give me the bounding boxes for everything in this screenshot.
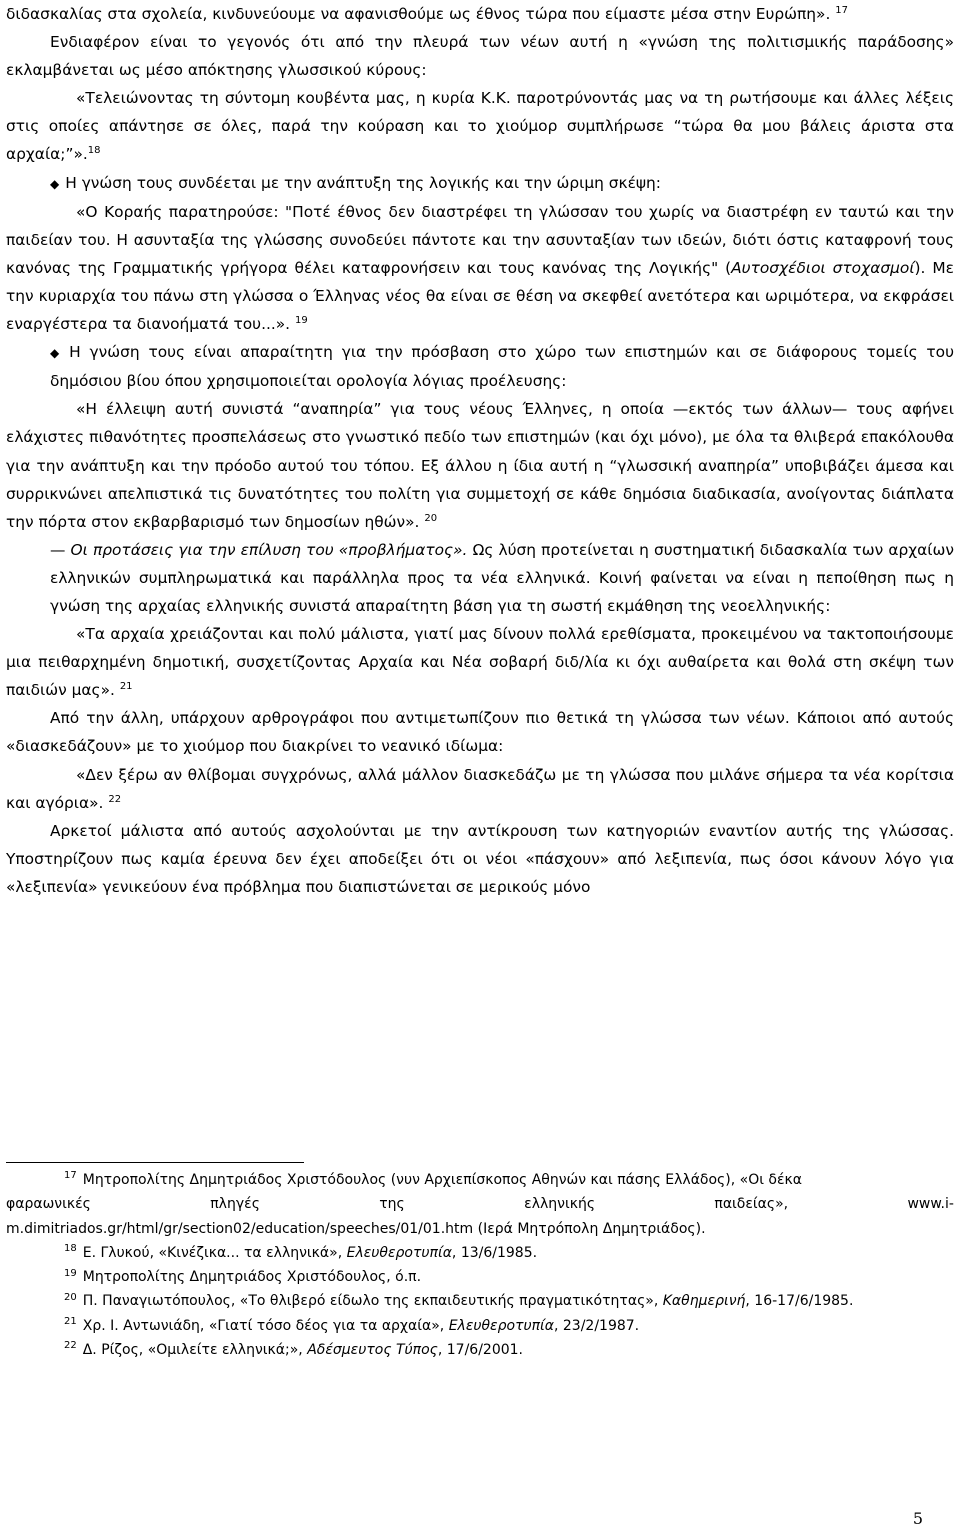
quote-text: «Δεν ξέρω αν θλίβομαι συγχρόνως, αλλά μάλλον διασκεδάζω με τη γλώσσα που μιλάνε σήμερα τα νέα κορίτσια και αγόρια». <box>6 765 954 812</box>
paragraph-text: διδασκαλίας στα σχολεία, κινδυνεύουμε να αφανισθούμε ως έθνος τώρα που είμαστε μέσα στην Ευρώπη». <box>6 5 831 23</box>
footnote-number: 17 <box>64 1170 77 1182</box>
bullet-logic <box>6 169 954 198</box>
footnote-19 <box>6 1265 954 1289</box>
footnote-18 <box>6 1241 954 1265</box>
paragraph-text: Ενδιαφέρον είναι το γεγονός ότι από την πλευρά των νέων αυτή η «γνώση της πολιτισμικής παράδοσης» εκλαμβάνεται ως μέσο απόκτησης γλωσσικού κύρους: <box>6 33 954 80</box>
footnote-ref: 17 <box>835 4 848 16</box>
quote-amused <box>6 761 954 817</box>
footnote-text: Π. Παναγιωτόπουλος, «Το θλιβερό είδωλο της εκπαιδευτικής πραγματικότητας», <box>82 1293 663 1310</box>
footnote-text: Ε. Γλυκού, «Κινέζικα... τα ελληνικά», <box>82 1244 347 1261</box>
quote-text: ). Με την κυριαρχία του πάνω στη γλώσσα ο Έλληνας νέος θα είναι σε θέση να σκεφθεί ανετότερα και ωριμότερα, να εκφράσει εναργέστερα τα διανοήματά του...». <box>6 258 954 334</box>
footnote-italic: Καθημερινή <box>662 1293 746 1310</box>
paragraph-text: Ως λύση προτείνεται η συστηματική διδασκαλία των αρχαίων ελληνικών συμπληρωματικά και παράλληλα προς τα νέα ελληνικά. Κοινή φαίνεται να είναι η πεποίθηση πως η γνώση της αρχαίας ελληνικής συνιστά απαραίτητη βάση για τη σωστή εκμάθηση της νεοελληνικής: <box>50 540 955 615</box>
paragraph-text: Από την άλλη, υπάρχουν αρθρογράφοι που αντιμετωπίζουν πιο θετικά τη γλώσσα των νέων. Κάποιοι από αυτούς «διασκεδάζουν» με το χιούμορ που διακρίνει το νεανικό ιδίωμα: <box>6 709 954 756</box>
footnote-21 <box>6 1314 954 1338</box>
quote-text: «Τα αρχαία χρειάζονται και πολύ μάλιστα, γιατί μας δίνουν πολλά ερεθίσματα, προκειμένου να τακτοποιήσουμε μια πειθαρχημένη δημοτική, συσχετίζοντας Αρχαία και Νέα σοβαρή διδ/λία κι όχι αυθαίρετα και θολά στη σκέψη των παιδιών μας». <box>6 625 954 700</box>
footnote-ref: 22 <box>108 793 122 805</box>
footnote-22 <box>6 1338 954 1362</box>
footnote-word: της <box>379 1196 405 1213</box>
footnote-number: 21 <box>64 1316 77 1328</box>
footnote-text: Μητροπολίτης Δημητριάδος Χριστόδουλος, ό.π. <box>82 1269 422 1286</box>
paragraph-other-side <box>6 704 954 760</box>
section-proposals <box>6 536 954 620</box>
footnote-number: 20 <box>64 1291 77 1303</box>
paragraph-continuation <box>6 0 954 28</box>
document-page <box>6 0 955 1359</box>
bullet-text: Η γνώση τους συνδέεται με την ανάπτυξη της λογικής και την ώριμη σκέψη: <box>65 173 661 192</box>
footnote-separator <box>6 1162 304 1163</box>
page-number: 5 <box>912 1509 923 1528</box>
footnote-20 <box>6 1289 954 1313</box>
quote-text: «Η έλλειψη αυτή συνιστά “αναπηρία” για τους νέους Έλληνες, η οποία —εκτός των άλλων— τους αφήνει ελάχιστες πιθανότητες προσπελάσεως στο γνωστικό πεδίο των επιστημών (και όχι μόνο), με όλα τα θλιβερά επακόλουθα για την ανάπτυξη και την πρόοδο αυτού του τόπου. Εξ άλλου η ίδια αυτή η “γλωσσική αναπηρία” υποβιβάζει άμεσα και συρρικνώνει απελπιστικά τις δυνατότητες του πολίτη για συμμετοχή σε κάθε δημόσια διαδικασία, ανοίγοντας διάπλατα την πόρτα στον εκβαρβαρισμό των δημοσίων ηθών». <box>6 400 954 531</box>
diamond-bullet-icon: ◆ <box>50 346 64 361</box>
footnote-text: Μητροπολίτης Δημητριάδος Χριστόδουλος (νυν Αρχιεπίσκοπος Αθηνών και πάσης Ελλάδος), «Οι δέκα <box>82 1172 803 1188</box>
quote-korais <box>6 198 954 338</box>
footnotes <box>6 1168 954 1362</box>
quote-disability <box>6 395 954 535</box>
footnote-link[interactable]: www.i- <box>907 1196 954 1213</box>
footnote-italic: Ελευθεροτυπία <box>346 1244 452 1261</box>
footnote-text: , 16-17/6/1985. <box>745 1293 854 1310</box>
italic-title: Αυτοσχέδιοι στοχασμοί <box>731 258 915 277</box>
footnote-ref: 21 <box>119 681 133 693</box>
footnote-text: Χρ. Ι. Αντωνιάδη, «Γιατί τόσο δέος για τα αρχαία», <box>82 1317 449 1334</box>
footnote-word: παιδείας», <box>714 1196 789 1213</box>
footnote-text: , 17/6/2001. <box>437 1342 524 1359</box>
footnote-word: φαραωνικές <box>6 1196 91 1213</box>
quote-ancient-needed <box>6 620 954 704</box>
bullet-sciences <box>6 338 954 395</box>
footnote-word: ελληνικής <box>524 1196 596 1213</box>
footnote-ref: 20 <box>424 512 438 524</box>
quote-kk <box>6 84 954 168</box>
footnote-17-spread-line <box>6 1192 954 1216</box>
footnote-text: m.dimitriados.gr/html/gr/section02/education/speeches/01/01.htm (Ιερά Μητρόπολη Δημητριάδος). <box>6 1220 706 1237</box>
main-body <box>6 0 954 901</box>
footnote-ref: 19 <box>294 314 308 326</box>
quote-text: «Ο Κοραής παρατηρούσε: "Ποτέ έθνος δεν διαστρέφει τη γλώσσαν του χωρίς να διαστρέφη εν ταυτώ και την παιδείαν του. Η ασυνταξία της γλώσσης συνοδεύει πάντοτε και την ασυνταξίαν των ιδεών, διότι όστις καταφρονή τους κανόνας της Γραμματικής γρήγορα θέλει καταφρονήσειν και τους κανόνας της Λογικής" ( <box>6 202 954 277</box>
footnote-number: 22 <box>64 1340 77 1352</box>
quote-text: «Τελειώνοντας τη σύντομη κουβέντα μας, η κυρία Κ.Κ. παροτρύνοντάς μας να τη ρωτήσουμε και άλλες λέξεις στις οποίες απάντησε σε όλες, παρά την κούραση και το χιούμορ συμπλήρωσε “τώρα θα μου βάλεις άριστα στα αρχαία;”». <box>6 89 954 164</box>
footnote-text: , 13/6/1985. <box>451 1244 538 1261</box>
footnote-text: , 23/2/1987. <box>554 1317 640 1334</box>
paragraph-intro-youth <box>6 28 954 84</box>
em-dash: — <box>50 540 66 559</box>
footnote-ref: 18 <box>87 145 101 157</box>
italic-heading: Οι προτάσεις για την επίλυση του «προβλήματος». <box>70 540 468 559</box>
footnote-number: 18 <box>64 1243 77 1255</box>
footnote-17 <box>6 1168 954 1192</box>
paragraph-text: Αρκετοί μάλιστα από αυτούς ασχολούνται με την αντίκρουση των κατηγοριών εναντίον αυτής της γλώσσας. Υποστηρίζουν πως καμία έρευνα δεν έχει αποδείξει ότι οι νέοι «πάσχουν» από λεξιπενία, πως όσοι κάνουν λόγο για «λεξιπενία» γενικεύουν ένα πρόβλημα που διαπιστώνεται σε μερικούς μόνο <box>6 821 954 896</box>
footnote-number: 19 <box>64 1267 77 1279</box>
bullet-text: Η γνώση τους είναι απαραίτητη για την πρόσβαση στο χώρο των επιστημών και σε διάφορους τομείς του δημόσιου βίου όπου χρησιμοποιείται ορολογία λόγιας προέλευσης: <box>50 343 954 391</box>
diamond-bullet-icon: ◆ <box>50 176 60 191</box>
footnote-text: Δ. Ρίζος, «Ομιλείτε ελληνικά;», <box>82 1342 308 1359</box>
footnote-italic: Ελευθεροτυπία <box>448 1317 554 1334</box>
footnote-italic: Αδέσμευτος Τύπος <box>307 1342 438 1359</box>
footnote-word: πληγές <box>210 1196 260 1213</box>
footnote-17-url-line <box>6 1217 954 1241</box>
paragraph-rebuttal <box>6 817 954 901</box>
